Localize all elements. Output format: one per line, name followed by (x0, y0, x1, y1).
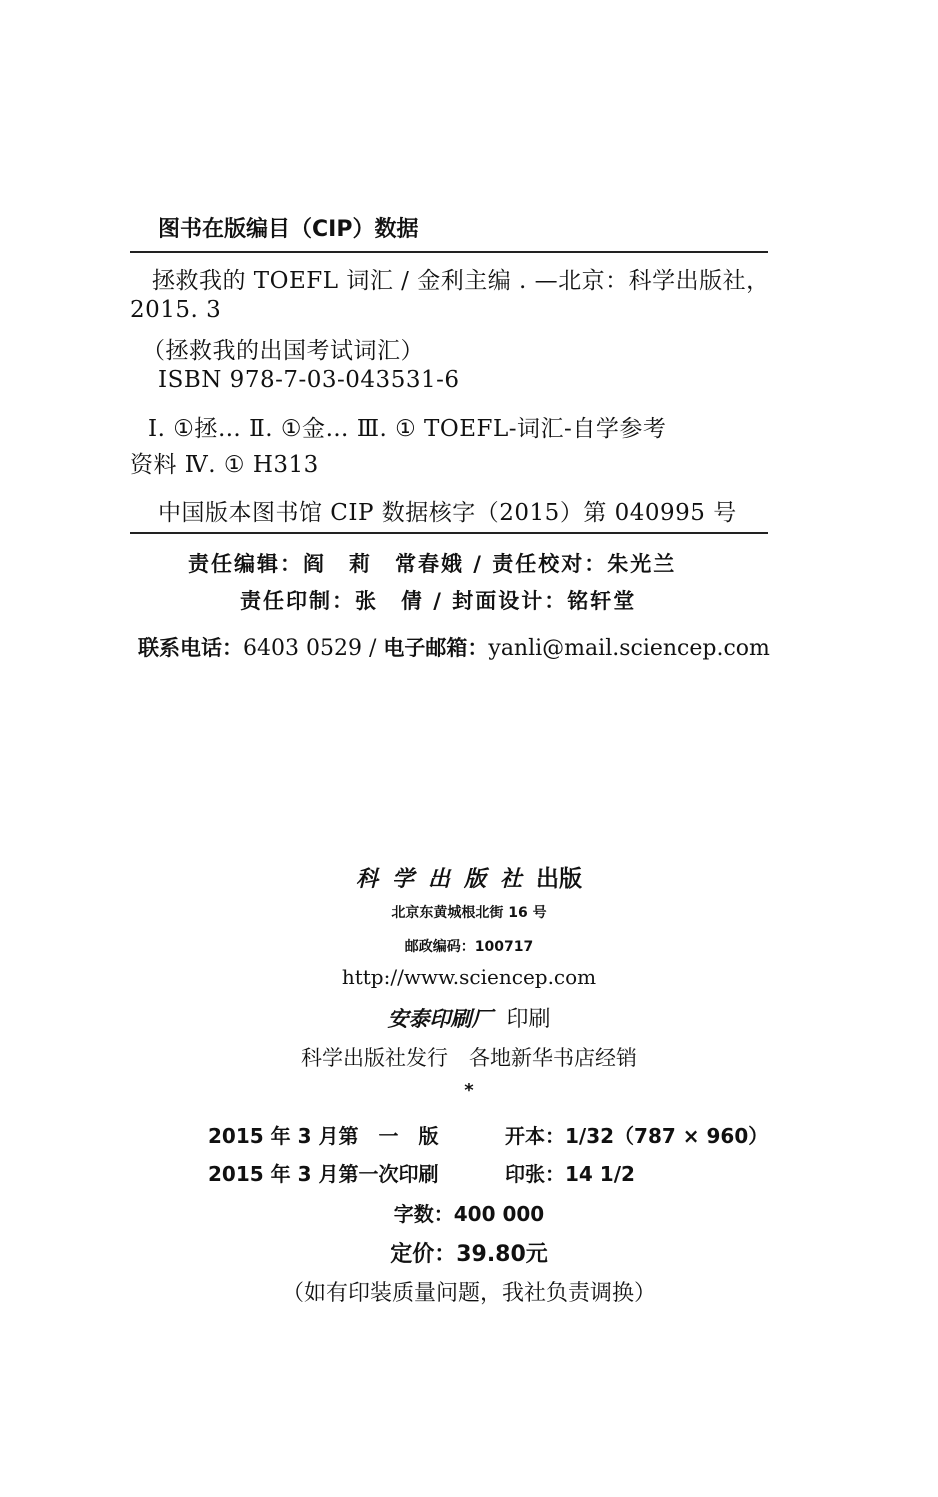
publisher-name: 科学出版社 (355, 866, 536, 892)
cip-line-series: （拯救我的出国考试词汇） (142, 338, 424, 364)
contact-email: yanli@mail.sciencep.com (488, 636, 770, 661)
price: 定价：39.80元 (390, 1242, 548, 1267)
publisher-suffix: 出版 (536, 866, 582, 892)
publisher-line (0, 860, 938, 893)
publisher-address: 北京东黄城根北街 16 号 (391, 905, 547, 921)
contact-phone: 6403 0529 (243, 636, 362, 661)
cip-bottom-rule (130, 532, 768, 534)
separator-star: * (464, 1080, 474, 1101)
contact-phone-label: 联系电话： (138, 636, 243, 660)
editor-credits-line2: 责任印制：张 倩 / 封面设计：铭轩堂 (240, 589, 637, 613)
distribution-line: 科学出版社发行 各地新华书店经销 (301, 1046, 637, 1070)
spec-sheets: 印张：14 1/2 (505, 1162, 635, 1186)
spec-word-count: 字数：400 000 (393, 1202, 545, 1226)
publisher-website: http://www.sciencep.com (341, 965, 597, 989)
cip-top-rule (130, 251, 768, 253)
cip-line-classification-cont: 资料 Ⅳ. ① H313 (130, 452, 319, 478)
editor-credits-line1: 责任编辑：阎 莉 常春娥 / 责任校对：朱光兰 (188, 552, 677, 576)
cip-line-record-number: 中国版本图书馆 CIP 数据核字（2015）第 040995 号 (158, 500, 737, 526)
printer-line (0, 1002, 938, 1033)
cip-title: 图书在版编目（CIP）数据 (158, 217, 419, 242)
cip-line-title: 拯救我的 TOEFL 词汇 / 金利主编 . —北京：科学出版社， (152, 268, 770, 294)
quality-notice: （如有印装质量问题，我社负责调换） (281, 1281, 656, 1306)
cip-line-date: 2015. 3 (130, 297, 222, 323)
contact-line (138, 632, 770, 662)
spec-format: 开本：1/32（787 × 960） (505, 1124, 769, 1148)
publisher-postcode: 邮政编码：100717 (404, 939, 534, 955)
cip-line-classification: Ⅰ. ①拯… Ⅱ. ①金… Ⅲ. ① TOEFL-词汇-自学参考 (148, 416, 667, 442)
printer-name: 安泰印刷厂 (387, 1006, 493, 1031)
spec-edition: 2015 年 3 月第 一 版 (208, 1124, 439, 1148)
printer-suffix: 印刷 (506, 1007, 551, 1032)
contact-separator: / (361, 636, 384, 661)
spec-printing: 2015 年 3 月第一次印刷 (208, 1162, 439, 1186)
cip-line-isbn: ISBN 978-7-03-043531-6 (158, 367, 460, 393)
contact-email-label: 电子邮箱： (383, 636, 489, 660)
